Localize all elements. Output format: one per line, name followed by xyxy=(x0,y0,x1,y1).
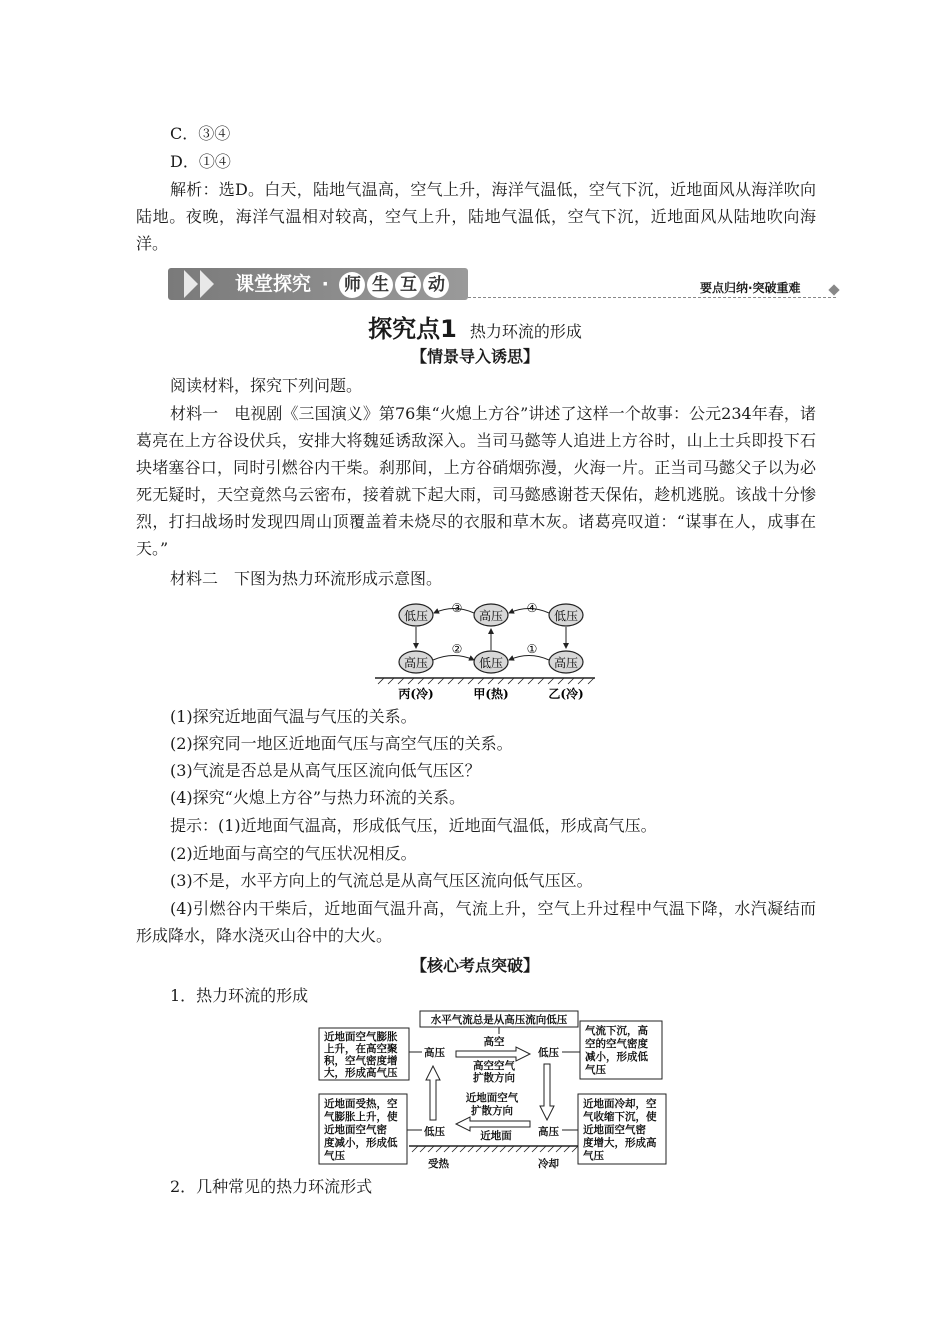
pressure-low-bottom-mid xyxy=(474,651,508,673)
pressure-low-top-right xyxy=(549,604,583,626)
hint-4: (4)引燃谷内干柴后，近地面气温升高，气流上升，空气上升过程中气温下降，水汽凝结而形成降水，降水浇灭山谷中的大火。 xyxy=(136,899,816,945)
label-low: 低压 xyxy=(403,609,429,623)
core-item-2: 2．几种常见的热力环流形式 xyxy=(170,1177,373,1196)
thermal-circulation-diagram xyxy=(370,598,600,702)
arrow-down-right xyxy=(540,1064,554,1120)
core-item-1: 1．热力环流的形成 xyxy=(170,986,309,1005)
chevron-icon-2 xyxy=(200,270,214,298)
label-high-top-left: 高压 xyxy=(424,1047,445,1059)
label-lower-flow-1: 近地面空气 xyxy=(465,1092,519,1104)
label-three: ③ xyxy=(451,601,463,615)
box-rt-line1: 气流下沉，高 xyxy=(585,1025,648,1037)
question-2: (2)探究同一地区近地面气压与高空气压的关系。 xyxy=(170,734,513,753)
pressure-high-bottom-left xyxy=(399,651,433,673)
label-upper-flow-2: 扩散方向 xyxy=(473,1072,515,1084)
box-lt-line3: 积，空气密度增 xyxy=(324,1055,398,1067)
ground-label-right: 乙(冷) xyxy=(548,687,584,701)
section-title xyxy=(0,314,950,347)
section-title-big: 探究点1 xyxy=(368,315,457,343)
diamond-icon xyxy=(828,284,839,295)
box-rt-line4: 气压 xyxy=(585,1064,606,1076)
ground-hatch-2 xyxy=(412,1146,578,1152)
box-lt-line4: 大，形成高气压 xyxy=(324,1067,398,1079)
option-d: D．①④ xyxy=(170,152,231,171)
subheading-scenario: 【情景导入诱思】 xyxy=(410,347,539,366)
label-upper: 高空 xyxy=(483,1036,505,1048)
box-rb-line5: 气压 xyxy=(583,1150,604,1162)
option-c: C．③④ xyxy=(170,124,231,143)
pressure-high-top-mid xyxy=(474,604,508,626)
box-lb-line2: 气膨胀上升，使 xyxy=(324,1111,398,1123)
label-high: 高压 xyxy=(553,656,579,670)
banner-char-2: 生 xyxy=(367,272,393,298)
banner-char-3: 互 xyxy=(395,272,421,298)
box-rb-line3: 近地面空气密 xyxy=(583,1124,646,1136)
label-high-bottom-right: 高压 xyxy=(538,1126,559,1138)
box-rt-line2: 空的空气密度 xyxy=(585,1038,648,1050)
box-lb-line4: 度减小，形成低 xyxy=(324,1137,398,1149)
ground-label-left: 丙(冷) xyxy=(398,687,434,701)
question-1: (1)探究近地面气温与气压的关系。 xyxy=(170,707,417,726)
hint-2: (2)近地面与高空的气压状况相反。 xyxy=(170,844,417,863)
box-rb-line1: 近地面冷却，空 xyxy=(583,1098,657,1110)
arrow-upper-right xyxy=(456,1047,530,1061)
label-low-top-right: 低压 xyxy=(538,1047,559,1059)
section-title-small: 热力环流的形成 xyxy=(469,322,582,341)
banner-right-label: 要点归纳·突破重难 xyxy=(700,281,801,295)
box-lb-line3: 近地面空气密 xyxy=(324,1124,387,1136)
material-one: 材料一 电视剧《三国演义》第76集“火熄上方谷”讲述了这样一个故事：公元234年春，诸葛亮在上方谷设伏兵，安排大将魏延诱敌深入。当司马懿等人追进上方谷时，山上士兵即投下石块堵塞谷口，同时引燃谷内干柴。刹那间，上方谷硝烟弥漫，火海一片。正当司马懿父子以为必死无疑时，天空竟然乌云密布，接着就下起大雨，司马懿感谢苍天保佑，趁机逃脱。该战十分惨烈，打扫战场时发现四周山顶覆盖着未烧尽的衣服和草木灰。诸葛亮叹道：“谋事在人，成事在天。” xyxy=(136,404,816,558)
pressure-high-bottom-right xyxy=(549,651,583,673)
box-rb-line2: 气收缩下沉，使 xyxy=(583,1111,657,1123)
arc-two xyxy=(433,656,474,661)
box-lt-line2: 上升，在高空聚 xyxy=(324,1043,398,1055)
label-heated: 受热 xyxy=(428,1158,449,1170)
thermal-formation-diagram xyxy=(316,1008,672,1172)
ground-hatch xyxy=(378,678,594,684)
label-low-bottom-left: 低压 xyxy=(424,1126,445,1138)
chevron-icon xyxy=(184,270,198,298)
label-two: ② xyxy=(451,642,463,656)
arrow-lower-left xyxy=(456,1117,530,1131)
question-4: (4)探究“火熄上方谷”与热力环流的关系。 xyxy=(170,788,466,807)
banner-char-4: 动 xyxy=(423,272,449,298)
arc-one xyxy=(509,656,549,661)
banner-divider xyxy=(468,297,836,298)
label-upper-flow-1: 高空空气 xyxy=(473,1060,515,1072)
box-lb-line5: 气压 xyxy=(324,1150,345,1162)
label-lower-flow-2: 扩散方向 xyxy=(471,1105,513,1117)
banner-title xyxy=(235,270,451,298)
pressure-low-top-left xyxy=(399,604,433,626)
label-high: 高压 xyxy=(478,609,504,623)
banner-title-left: 课堂探究 xyxy=(235,273,312,295)
box-lb-line1: 近地面受热，空 xyxy=(324,1098,398,1110)
label-low: 低压 xyxy=(478,656,504,670)
arrow-up-left xyxy=(426,1066,440,1120)
top-box-text: 水平气流总是从高压流向低压 xyxy=(430,1014,568,1026)
hint-1: 提示：(1)近地面气温高，形成低气压，近地面气温低，形成高气压。 xyxy=(170,816,657,835)
label-cooled: 冷却 xyxy=(538,1158,559,1170)
hint-3: (3)不是，水平方向上的气流总是从高气压区流向低气压区。 xyxy=(170,871,593,890)
box-lt-line1: 近地面空气膨胀 xyxy=(324,1031,398,1043)
label-surface: 近地面 xyxy=(480,1130,512,1142)
subheading-core: 【核心考点突破】 xyxy=(410,956,539,975)
label-high: 高压 xyxy=(403,656,429,670)
analysis-text: 解析：选D。白天，陆地气温高，空气上升，海洋气温低，空气下沉，近地面风从海洋吹向陆地。夜晚，海洋气温相对较高，空气上升，陆地气温低，空气下沉，近地面风从陆地吹向海洋。 xyxy=(136,180,816,253)
box-rt-line3: 减小，形成低 xyxy=(585,1051,648,1063)
label-low: 低压 xyxy=(553,609,579,623)
banner-char-1: 师 xyxy=(339,272,365,298)
ground-label-mid: 甲(热) xyxy=(473,687,509,701)
intro-text: 阅读材料，探究下列问题。 xyxy=(170,376,363,395)
label-four: ④ xyxy=(526,601,538,615)
label-one: ① xyxy=(526,642,538,656)
box-rb-line4: 度增大，形成高 xyxy=(583,1137,657,1149)
question-3: (3)气流是否总是从高气压区流向低气压区？ xyxy=(170,761,481,780)
banner-dot: · xyxy=(321,273,329,295)
material-two: 材料二 下图为热力环流形成示意图。 xyxy=(170,569,443,588)
